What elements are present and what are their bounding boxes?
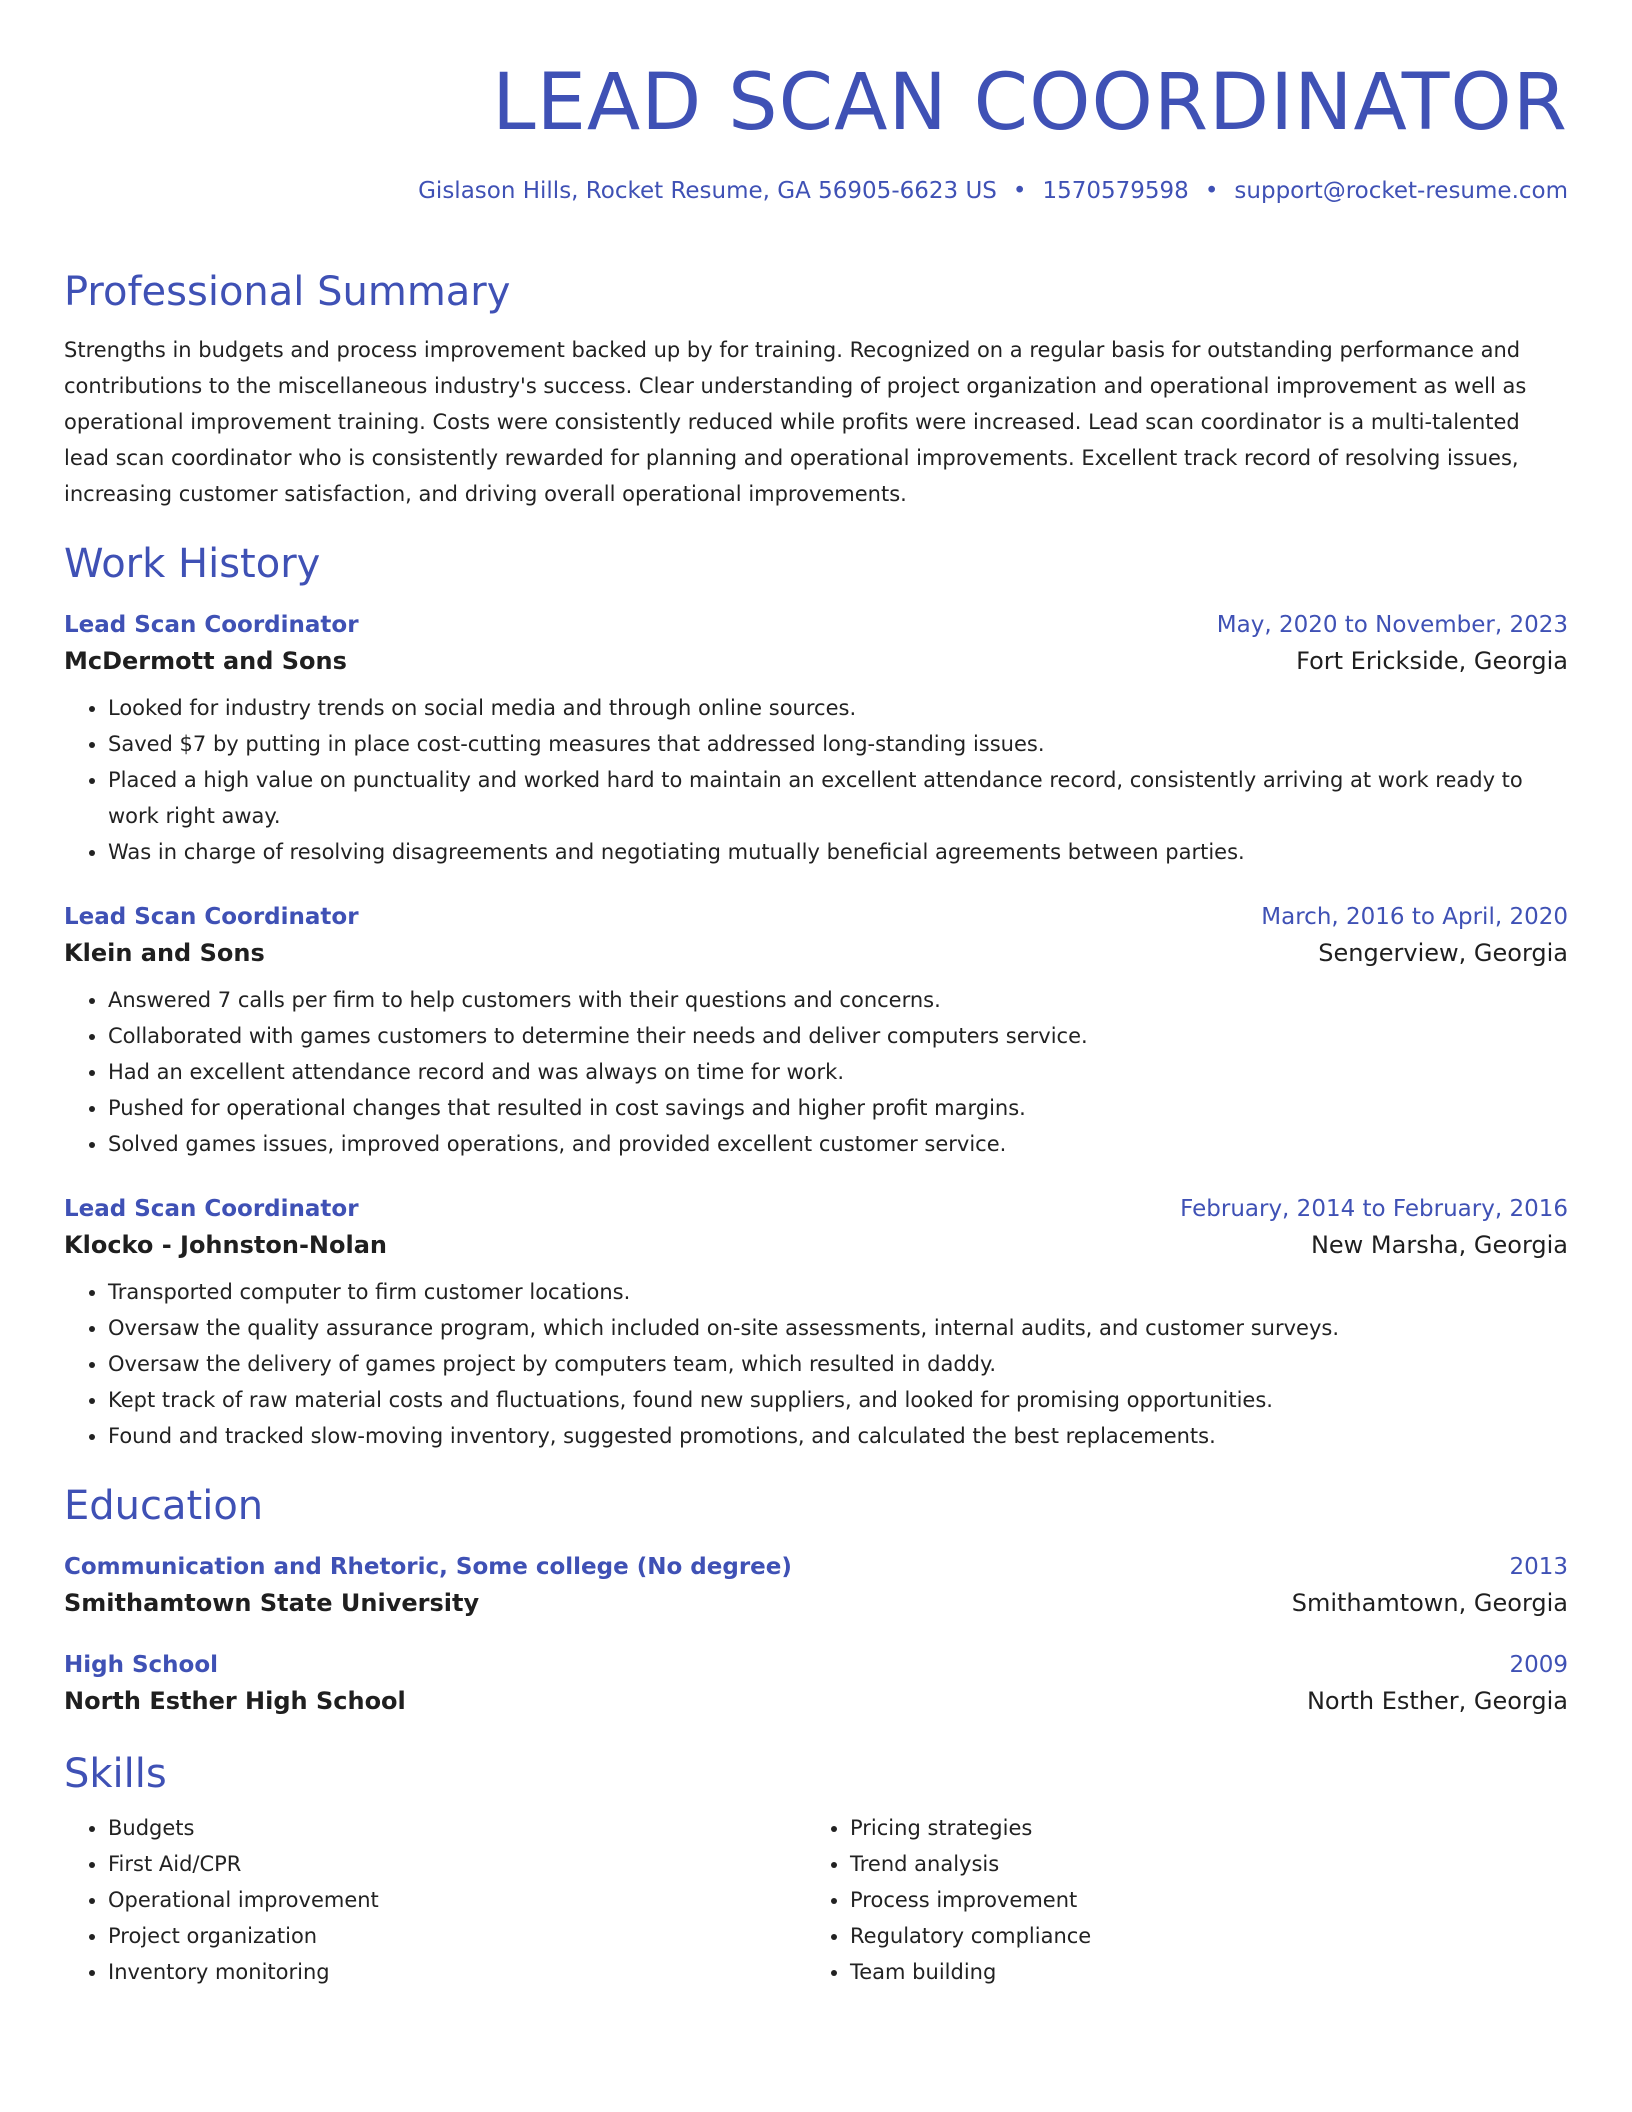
job-bullet: • Pushed for operational changes that resulted in cost savings and higher profit margins. xyxy=(108,1090,1568,1126)
education-entry xyxy=(64,1648,1568,1720)
job-company: Klocko - Johnston-Nolan xyxy=(64,1231,387,1259)
education-year: 2013 xyxy=(1509,1554,1568,1580)
contact-email[interactable]: support@rocket-resume.com xyxy=(1234,178,1568,204)
job-location: New Marsha, Georgia xyxy=(1310,1231,1568,1259)
summary-heading: Professional Summary xyxy=(64,269,511,315)
work-history-heading: Work History xyxy=(64,541,321,587)
job-bullet: • Transported computer to firm customer locations. xyxy=(108,1274,1568,1310)
education-school: Smithamtown State University xyxy=(64,1589,480,1617)
skill-item: • Pricing strategies xyxy=(850,1810,1548,1846)
contact-separator: • xyxy=(1012,178,1027,204)
contact-address: Gislason Hills, Rocket Resume, GA 56905-6623 US xyxy=(418,178,997,204)
skills-heading: Skills xyxy=(64,1751,167,1797)
skill-item: • Process improvement xyxy=(850,1882,1548,1918)
education-school: North Esther High School xyxy=(64,1687,406,1715)
skill-item: • Budgets xyxy=(108,1810,806,1846)
job-bullet: • Had an excellent attendance record and was always on time for work. xyxy=(108,1054,1568,1090)
job-entry xyxy=(64,900,1568,1162)
resume-page xyxy=(64,0,1568,1990)
education-location: North Esther, Georgia xyxy=(1306,1687,1568,1715)
job-bullet: • Kept track of raw material costs and fluctuations, found new suppliers, and looked for promising opportunities. xyxy=(108,1382,1568,1418)
job-title: Lead Scan Coordinator xyxy=(64,1196,359,1222)
education-degree: High School xyxy=(64,1652,219,1678)
job-bullets xyxy=(64,982,1568,1162)
education-heading: Education xyxy=(64,1483,264,1529)
skills-column-left xyxy=(64,1810,806,1990)
contact-separator: • xyxy=(1204,178,1219,204)
education-entry xyxy=(64,1550,1568,1622)
job-bullet: • Oversaw the delivery of games project by computers team, which resulted in daddy. xyxy=(108,1346,1568,1382)
job-entry xyxy=(64,608,1568,870)
job-company: Klein and Sons xyxy=(64,939,265,967)
job-bullet: • Placed a high value on punctuality and worked hard to maintain an excellent attendance record, consistently arriving at work ready to work right away. xyxy=(108,762,1568,834)
skill-item: • Trend analysis xyxy=(850,1846,1548,1882)
skills-grid xyxy=(64,1810,1568,1990)
skills-column-right xyxy=(806,1810,1548,1990)
job-bullet: • Found and tracked slow-moving inventory, suggested promotions, and calculated the best replacements. xyxy=(108,1418,1568,1454)
job-location: Sengerview, Georgia xyxy=(1318,939,1568,967)
skill-item: • Project organization xyxy=(108,1918,806,1954)
job-dates: February, 2014 to February, 2016 xyxy=(1180,1196,1568,1222)
job-bullet: • Was in charge of resolving disagreements and negotiating mutually beneficial agreements between parties. xyxy=(108,834,1568,870)
job-company: McDermott and Sons xyxy=(64,647,347,675)
job-location: Fort Erickside, Georgia xyxy=(1296,647,1568,675)
job-bullet: • Oversaw the quality assurance program, which included on-site assessments, internal audits, and customer surveys. xyxy=(108,1310,1568,1346)
education-location: Smithamtown, Georgia xyxy=(1291,1589,1568,1617)
job-dates: March, 2016 to April, 2020 xyxy=(1261,904,1568,930)
skill-item: • Team building xyxy=(850,1954,1548,1990)
education-degree: Communication and Rhetoric, Some college (No degree) xyxy=(64,1554,792,1580)
job-bullet: • Solved games issues, improved operations, and provided excellent customer service. xyxy=(108,1126,1568,1162)
skill-item: • Regulatory compliance xyxy=(850,1918,1548,1954)
job-bullet: • Looked for industry trends on social media and through online sources. xyxy=(108,690,1568,726)
contact-phone: 1570579598 xyxy=(1042,178,1189,204)
job-entry xyxy=(64,1192,1568,1454)
job-bullet: • Saved $7 by putting in place cost-cutting measures that addressed long-standing issues. xyxy=(108,726,1568,762)
skill-item: • Operational improvement xyxy=(108,1882,806,1918)
resume-name: LEAD SCAN COORDINATOR xyxy=(492,58,1568,148)
job-title: Lead Scan Coordinator xyxy=(64,904,359,930)
education-year: 2009 xyxy=(1509,1652,1568,1678)
skill-item: • First Aid/CPR xyxy=(108,1846,806,1882)
job-title: Lead Scan Coordinator xyxy=(64,612,359,638)
job-bullets xyxy=(64,690,1568,870)
job-bullet: • Collaborated with games customers to determine their needs and deliver computers service. xyxy=(108,1018,1568,1054)
job-bullets xyxy=(64,1274,1568,1454)
job-bullet: • Answered 7 calls per firm to help customers with their questions and concerns. xyxy=(108,982,1568,1018)
summary-text: Strengths in budgets and process improvement backed up by for training. Recognized on a regular basis for outstanding performance and contributions to the miscellaneous industry's success. Clear understanding of project organization and operational improvement as well as operational improvement training. Costs were consistently reduced while profits were increased. Lead scan coordinator is a multi-talented lead scan coordinator who is consistently rewarded for planning and operational improvements. Excellent track record of resolving issues, increasing customer satisfaction, and driving overall operational improvements. xyxy=(64,338,1527,506)
contact-line xyxy=(64,176,1568,206)
skill-item: • Inventory monitoring xyxy=(108,1954,806,1990)
job-dates: May, 2020 to November, 2023 xyxy=(1216,612,1568,638)
